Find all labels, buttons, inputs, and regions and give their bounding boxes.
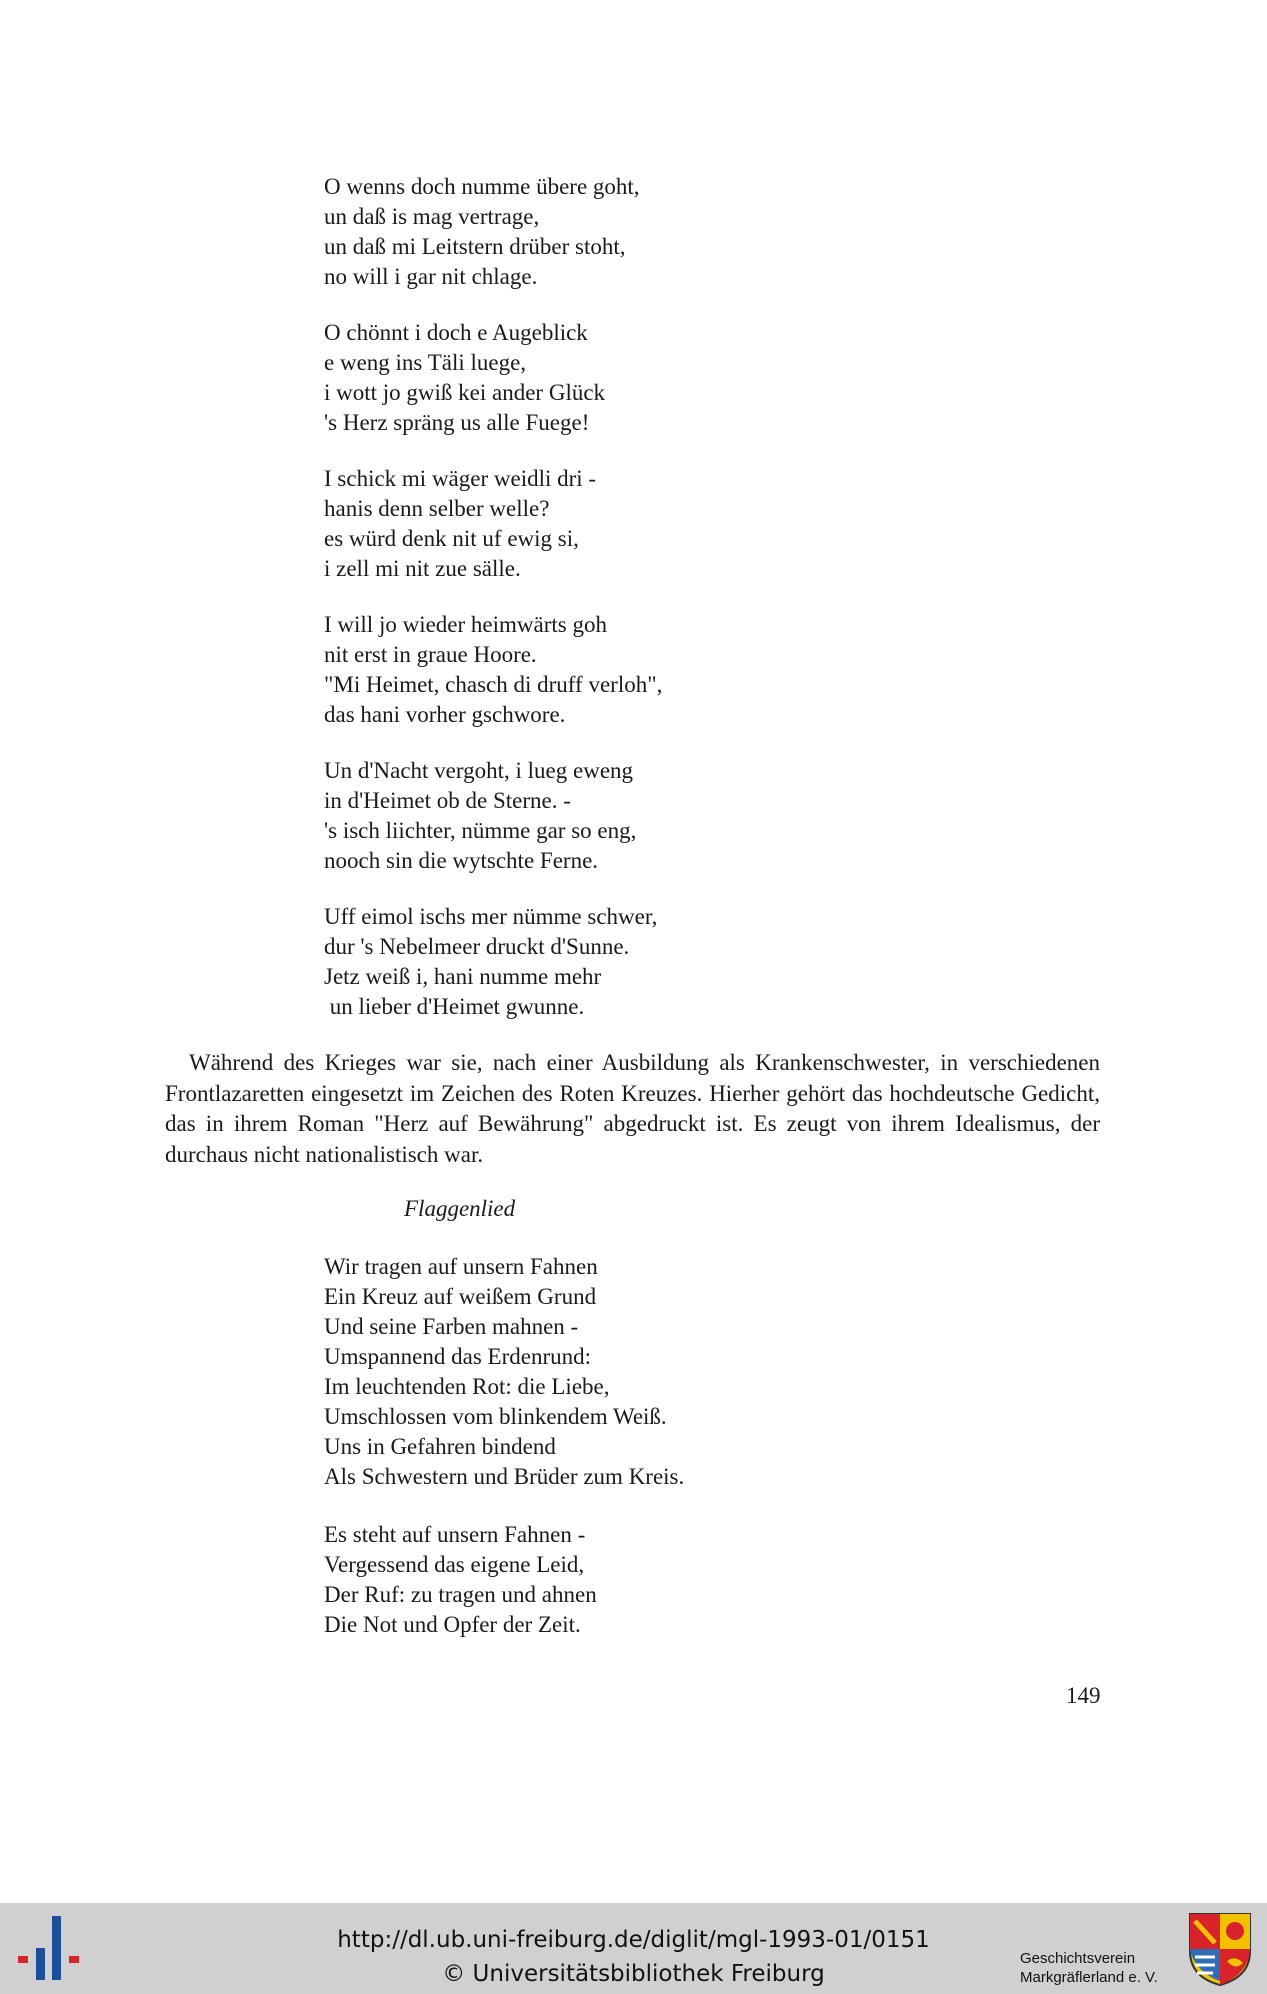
poem-stanza: [324, 756, 662, 876]
poem-line: das hani vorher gschwore.: [324, 702, 566, 727]
poem-line: e weng ins Täli luege,: [324, 350, 527, 375]
flag-poem: [324, 1252, 684, 1666]
paragraph-text: Während des Krieges war sie, nach einer Ausbildung als Krankenschwester, in verschiedenen Frontlazaretten eingesetzt im Zeichen des Roten Kreuzes. Hierher gehört das hochdeutsche Gedicht, das in ihrem Roman "Herz auf Bewährung" abgedruckt ist. Es zeugt von ihrem Idealismus, der durchaus nicht nationalistisch war.: [165, 1050, 1100, 1167]
permalink-url[interactable]: http://dl.ub.uni-freiburg.de/diglit/mgl-1993-01/0151: [337, 1927, 930, 1953]
poem-line: Jetz weiß i, hani numme mehr: [324, 964, 602, 989]
dialect-poem: [324, 172, 662, 1048]
poem-line: 's Herz spräng us alle Fuege!: [324, 410, 590, 435]
poem-line: Uff eimol ischs mer nümme schwer,: [324, 904, 658, 929]
poem-line: nit erst in graue Hoore.: [324, 642, 537, 667]
poem-line: Uns in Gefahren bindend: [324, 1434, 556, 1459]
poem-line: dur 's Nebelmeer druckt d'Sunne.: [324, 934, 630, 959]
footer-bar: [0, 1903, 1267, 1994]
poem-line: Im leuchtenden Rot: die Liebe,: [324, 1374, 610, 1399]
poem-line: Als Schwestern und Brüder zum Kreis.: [324, 1464, 685, 1489]
poem-stanza: [324, 610, 662, 730]
coat-of-arms-icon: [1187, 1911, 1253, 1987]
poem-line: i zell mi nit zue sälle.: [324, 556, 521, 581]
poem-line: Umschlossen vom blinkendem Weiß.: [324, 1404, 667, 1429]
poem-line: O chönnt i doch e Augeblick: [324, 320, 588, 345]
poem-stanza: [324, 1520, 684, 1640]
poem-line: es würd denk nit uf ewig si,: [324, 526, 579, 551]
poem-line: I will jo wieder heimwärts goh: [324, 612, 607, 637]
poem-line: un daß mi Leitstern drüber stoht,: [324, 234, 626, 259]
body-paragraph: [165, 1048, 1100, 1170]
society-line: Geschichtsverein: [1020, 1950, 1136, 1967]
society-name: [1020, 1949, 1158, 1987]
poem-stanza: [324, 464, 662, 584]
page-number: 149: [1066, 1683, 1101, 1708]
poem-stanza: [324, 318, 662, 438]
poem-line: i wott jo gwiß kei ander Glück: [324, 380, 606, 405]
poem-line: Un d'Nacht vergoht, i lueg eweng: [324, 758, 634, 783]
ub-freiburg-logo-icon[interactable]: [14, 1912, 84, 1984]
poem-line: Umspannend das Erdenrund:: [324, 1344, 591, 1369]
poem-line: un lieber d'Heimet gwunne.: [324, 994, 585, 1019]
poem-stanza: [324, 902, 662, 1022]
poem-line: Die Not und Opfer der Zeit.: [324, 1612, 581, 1637]
poem-line: no will i gar nit chlage.: [324, 264, 538, 289]
poem-line: hanis denn selber welle?: [324, 496, 550, 521]
poem-line: I schick mi wäger weidli dri -: [324, 466, 597, 491]
poem-title: Flaggenlied: [404, 1196, 516, 1221]
poem-stanza: [324, 172, 662, 292]
poem-line: in d'Heimet ob de Sterne. -: [324, 788, 571, 813]
poem-line: Wir tragen auf unsern Fahnen: [324, 1254, 598, 1279]
poem-line: O wenns doch numme übere goht,: [324, 174, 640, 199]
poem-line: Es steht auf unsern Fahnen -: [324, 1522, 586, 1547]
poem-line: Ein Kreuz auf weißem Grund: [324, 1284, 597, 1309]
poem-line: Und seine Farben mahnen -: [324, 1314, 579, 1339]
poem-line: 's isch liichter, nümme gar so eng,: [324, 818, 637, 843]
poem-line: Der Ruf: zu tragen und ahnen: [324, 1582, 597, 1607]
poem-line: Vergessend das eigene Leid,: [324, 1552, 585, 1577]
poem-line: un daß is mag vertrage,: [324, 204, 540, 229]
poem-line: nooch sin die wytschte Ferne.: [324, 848, 599, 873]
poem-line: "Mi Heimet, chasch di druff verloh",: [324, 672, 663, 697]
poem-stanza: [324, 1252, 684, 1492]
copyright-notice: © Universitätsbibliothek Freiburg: [442, 1961, 825, 1987]
society-line: Markgräflerland e. V.: [1020, 1969, 1158, 1986]
